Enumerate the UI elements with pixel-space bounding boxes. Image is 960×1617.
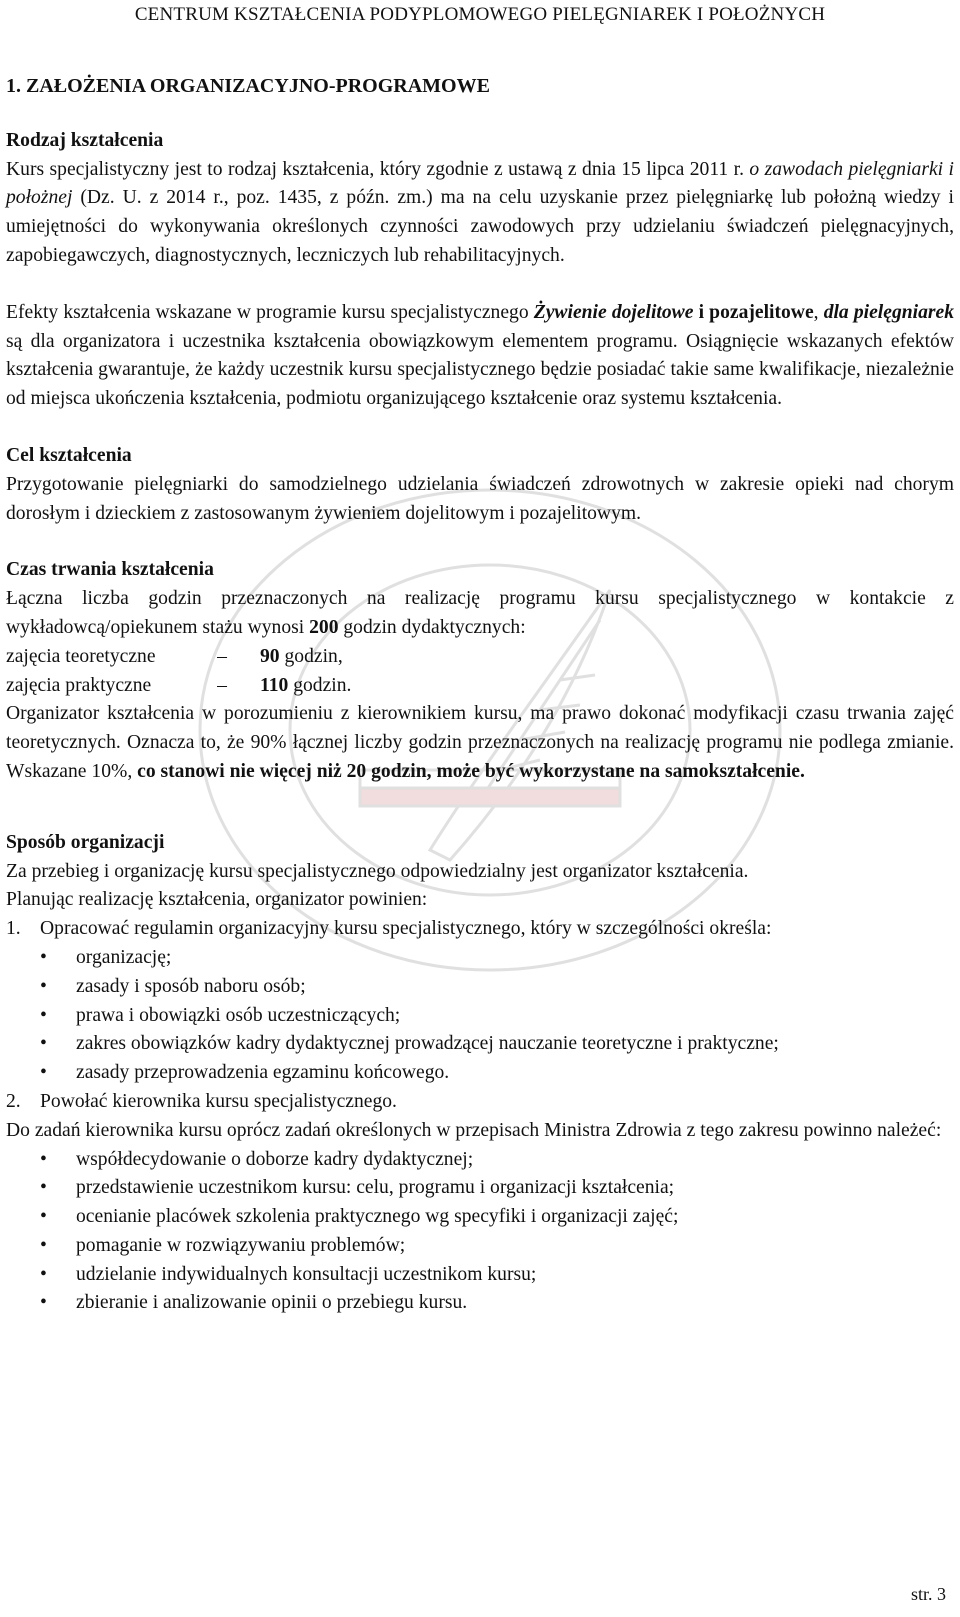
list-number: 2. — [6, 1090, 21, 1112]
text-run: Organizator kształcenia w porozumieniu z kierownikiem kursu, ma prawo dokonać modyfikacji czasu trwania zajęć teoretycznych. Oznacza to, że 90% łącznej liczby godzin przeznaczonych na realizację programu nie podlega zmianie. Wskazane 10%, — [6, 703, 954, 782]
list-item: • zasady przeprowadzenia egzaminu końcowego. — [6, 1059, 954, 1088]
paragraph-organizator — [6, 700, 954, 786]
heading-cel-ksztalcenia: Cel kształcenia — [6, 444, 132, 466]
list-item: • współdecydowanie o doborze kadry dydaktycznej; — [6, 1146, 954, 1175]
list-item: • zbieranie i analizowanie opinii o przebiegu kursu. — [6, 1289, 954, 1318]
numbered-list — [6, 1088, 954, 1117]
text-run: są dla organizatora i uczestnika kształcenia obowiązkowym elementem programu. Osiągnięcie wskazanych efektów kształcenia gwarantuje, że każdy uczestnik kursu specjalistycznego będzie posiadać takie same kwalifikacje, niezależnie od miejsca ukończenia kształcenia, podmiotu organizującego kształcenie oraz systemu kształcenia. — [6, 330, 954, 410]
section-title: 1. ZAŁOŻENIA ORGANIZACYJNO-PROGRAMOWE — [6, 75, 490, 97]
list-item: • zakres obowiązków kadry dydaktycznej prowadzącej nauczanie teoretyczne i praktyczne; — [6, 1030, 954, 1059]
paragraph-zadania: Do zadań kierownika kursu oprócz zadań określonych w przepisach Ministra Zdrowia z tego zakresu powinno należeć: — [6, 1119, 942, 1141]
bullet-list-regulamin — [6, 944, 954, 1088]
heading-czas-trwania: Czas trwania kształcenia — [6, 559, 214, 581]
hours-row-teoretyczne — [6, 643, 954, 672]
bold-run: co stanowi nie więcej niż 20 godzin, może być wykorzystane na samokształcenie. — [137, 760, 805, 782]
hours-value: 90 — [260, 645, 280, 667]
document-body — [6, 72, 954, 1318]
list-text: Powołać kierownika kursu specjalistycznego. — [40, 1090, 397, 1112]
bold-italic-run: Żywienie dojelitowe — [533, 301, 694, 323]
text-run: Efekty kształcenia wskazane w programie kursu specjalistycznego — [6, 301, 534, 323]
paragraph-line: Za przebieg i organizację kursu specjalistycznego odpowiedzialny jest organizator kształcenia. — [6, 860, 749, 882]
bold-run: 200 — [309, 616, 339, 638]
list-item: • pomaganie w rozwiązywaniu problemów; — [6, 1232, 954, 1261]
hours-unit: godzin. — [288, 674, 352, 696]
list-item — [6, 915, 954, 944]
list-number: 1. — [6, 918, 21, 940]
bullet-list-kierownik — [6, 1146, 954, 1319]
list-item: • prawa i obowiązki osób uczestniczących; — [6, 1002, 954, 1031]
list-item — [6, 1088, 954, 1117]
paragraph-efekty — [6, 299, 954, 414]
list-item: • zasady i sposób naboru osób; — [6, 973, 954, 1002]
hours-label: zajęcia teoretyczne — [6, 645, 156, 667]
heading-sposob-organizacji: Sposób organizacji — [6, 831, 165, 853]
text-run: (Dz. U. z 2014 r., poz. 1435, z późn. zm.) ma na celu uzyskanie przez pielęgniarkę lub położną wiedzy i umiejętności do wykonywania określonych czynności zawodowych przy udzielaniu świadczeń pielęgnacyjnych, zapobiegawczych, diagnostycznych, leczniczych lub rehabilitacyjnych. — [6, 187, 954, 266]
hours-dash: – — [217, 674, 227, 696]
paragraph-czas — [6, 585, 954, 643]
list-item: • przedstawienie uczestnikom kursu: celu, programu i organizacji kształcenia; — [6, 1174, 954, 1203]
hours-label: zajęcia praktyczne — [6, 674, 152, 696]
list-item: • ocenianie placówek szkolenia praktycznego wg specyfiki i organizacji zajęć; — [6, 1203, 954, 1232]
bold-italic-run: dla pielęgniarek — [823, 301, 954, 323]
numbered-list — [6, 915, 954, 944]
list-item: • udzielanie indywidualnych konsultacji uczestnikom kursu; — [6, 1261, 954, 1290]
paragraph-cel: Przygotowanie pielęgniarki do samodzielnego udzielania świadczeń zdrowotnych w zakresie opieki nad chorym dorosłym i dzieckiem z zastosowanym żywieniem dojelitowym i pozajelitowym. — [6, 473, 954, 524]
hours-row-praktyczne — [6, 672, 954, 701]
paragraph-rodzaj — [6, 156, 954, 271]
paragraph-line: Planując realizację kształcenia, organizator powinien: — [6, 889, 428, 911]
hours-dash: – — [217, 645, 227, 667]
bold-run: i pozajelitowe — [698, 301, 814, 323]
hours-unit: godzin, — [279, 645, 343, 667]
page-number: str. 3 — [910, 1584, 946, 1604]
list-text: Opracować regulamin organizacyjny kursu specjalistycznego, który w szczególności określa: — [40, 918, 772, 940]
text-run: Łączna liczba godzin przeznaczonych na realizację programu kursu specjalistycznego w kontakcie z wykładowcą/opiekunem stażu wynosi — [6, 588, 954, 638]
text-run: godzin dydaktycznych: — [338, 616, 526, 638]
italic-run: o zawodach pielęgniarki i położnej — [6, 158, 954, 209]
hours-value: 110 — [260, 674, 289, 696]
text-run: , — [813, 301, 824, 323]
list-item: • organizację; — [6, 944, 954, 973]
heading-rodzaj-ksztalcenia: Rodzaj kształcenia — [6, 129, 164, 151]
document-header: CENTRUM KSZTAŁCENIA PODYPLOMOWEGO PIELĘGNIAREK I POŁOŻNYCH — [134, 4, 826, 25]
text-run: Kurs specjalistyczny jest to rodzaj kształcenia, który zgodnie z ustawą z dnia 15 lipca 2011 r. — [6, 158, 750, 180]
